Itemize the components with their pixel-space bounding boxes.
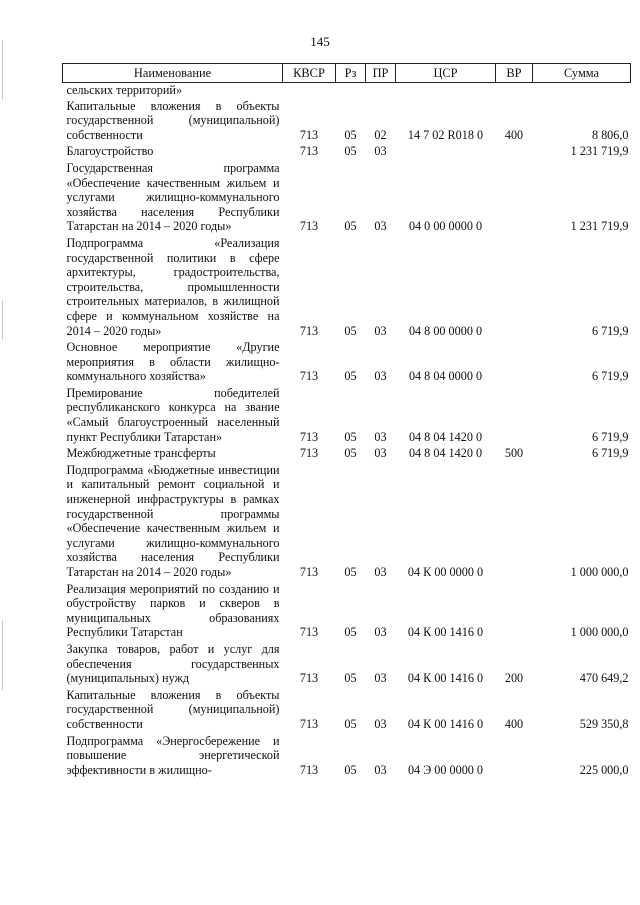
scan-edge-mark [2, 620, 3, 690]
row-kvsr: 713 [299, 323, 319, 338]
row-pr: 03 [374, 716, 387, 731]
table-row [63, 463, 631, 582]
row-sum: 1 231 719,9 [570, 144, 629, 159]
row-name: Подпрограмма «Реализация государственной политики в сфере архитектуры, градостроительства, строительства, промышленности строительных материалов, в жилищной сфере и коммунальном хозяйстве на 2014 – 2020 годы» [66, 235, 280, 338]
row-name: Подпрограмма «Энергосбережение и повышение энергетической эффективности в жилищно- [66, 733, 280, 777]
row-csr: 04 К 00 1416 0 [407, 671, 484, 686]
row-csr [396, 83, 496, 99]
row-rz: 05 [344, 127, 357, 142]
row-rz: 05 [344, 219, 357, 234]
row-name: Капитальные вложения в объекты государственной (муниципальной) собственности [66, 687, 280, 731]
row-rz: 05 [344, 671, 357, 686]
table-header-row [63, 64, 631, 83]
row-vr [496, 144, 533, 161]
row-vr [496, 236, 533, 340]
row-kvsr: 713 [299, 446, 319, 461]
row-name: Подпрограмма «Бюджетные инвестиции и капитальный ремонт социальной и инженерной инфраструктуры в рамках государственной программы «Обеспечение качественным жильем и услугами жилищно-коммунального хозяйства населения Республики Татарстан на 2014 – 2020 годы» [66, 462, 280, 579]
table-row [63, 734, 631, 780]
row-sum: 6 719,9 [591, 369, 629, 384]
row-vr [496, 463, 533, 582]
row-name: Межбюджетные трансферты [66, 446, 216, 461]
row-pr: 03 [374, 219, 387, 234]
row-csr: 04 8 04 1420 0 [408, 446, 483, 461]
row-name: Реализация мероприятий по созданию и обустройству парков и скверов в муниципальных образованиях Республики Татарстан [66, 581, 280, 640]
budget-table [62, 63, 631, 779]
row-name: Благоустройство [66, 144, 154, 159]
row-csr [396, 144, 496, 161]
table-row [63, 340, 631, 386]
column-header-csr: ЦСР [396, 64, 496, 83]
table-row [63, 83, 631, 99]
row-pr: 03 [374, 565, 387, 579]
table-row [63, 582, 631, 642]
table-row [63, 161, 631, 236]
row-sum: 225 000,0 [579, 762, 629, 777]
row-rz: 05 [344, 446, 357, 461]
row-name: Закупка товаров, работ и услуг для обеспечения государственных (муниципальных) нужд [66, 641, 280, 686]
row-sum: 6 719,9 [591, 323, 629, 338]
row-rz: 05 [344, 716, 357, 731]
row-rz: 05 [344, 565, 357, 579]
row-rz: 05 [344, 762, 357, 777]
column-header-vr: ВР [496, 64, 533, 83]
row-pr: 02 [374, 127, 387, 142]
row-sum: 1 000 000,0 [570, 565, 629, 579]
row-rz: 05 [344, 144, 357, 159]
row-vr: 200 [504, 671, 524, 686]
row-vr: 500 [504, 446, 524, 461]
row-kvsr: 713 [299, 716, 319, 731]
row-kvsr: 713 [299, 625, 319, 640]
row-rz [336, 83, 366, 99]
row-rz: 05 [344, 323, 357, 338]
row-kvsr: 713 [299, 671, 319, 686]
row-rz: 05 [344, 369, 357, 384]
row-kvsr: 713 [299, 144, 319, 159]
row-pr: 03 [374, 369, 387, 384]
row-pr: 03 [374, 144, 387, 159]
row-rz: 05 [344, 429, 357, 444]
row-vr: 400 [504, 716, 524, 731]
row-name: Основное мероприятие «Другие мероприятия в области жилищно-коммунального хозяйства» [66, 340, 280, 384]
table-row [63, 99, 631, 145]
scan-edge-mark [2, 40, 3, 100]
row-kvsr [283, 83, 336, 99]
row-pr: 03 [374, 762, 387, 777]
row-pr: 03 [374, 446, 387, 461]
row-vr [496, 386, 533, 446]
row-name: Капитальные вложения в объекты государственной (муниципальной) собственности [66, 98, 280, 142]
row-pr: 03 [374, 323, 387, 338]
page-number: 145 [310, 34, 330, 49]
row-csr: 04 К 00 1416 0 [407, 716, 484, 731]
row-sum: 6 719,9 [591, 446, 629, 461]
row-csr: 04 8 04 0000 0 [408, 369, 483, 384]
row-rz: 05 [344, 625, 357, 640]
row-pr: 03 [374, 625, 387, 640]
row-name: Государственная программа «Обеспечение качественным жильем и услугами жилищно-коммунального хозяйства населения Республики Татарстан на 2014 – 2020 годы» [66, 160, 280, 234]
table-row [63, 446, 631, 463]
row-csr: 04 Э 00 0000 0 [407, 762, 484, 777]
row-kvsr: 713 [299, 369, 319, 384]
row-sum [533, 83, 631, 99]
row-sum: 1 000 000,0 [570, 625, 629, 640]
row-name: сельских территорий» [66, 83, 183, 97]
row-vr [496, 161, 533, 236]
row-sum: 1 231 719,9 [570, 219, 629, 234]
row-kvsr: 713 [299, 127, 319, 142]
row-csr: 04 8 00 0000 0 [408, 323, 483, 338]
column-header-rz: Рз [336, 64, 366, 83]
row-csr: 14 7 02 R018 0 [407, 127, 484, 142]
row-csr: 04 8 04 1420 0 [408, 429, 483, 444]
table-row [63, 236, 631, 340]
table-row [63, 144, 631, 161]
column-header-pr: ПР [366, 64, 396, 83]
row-csr: 04 К 00 0000 0 [407, 565, 484, 579]
row-csr: 04 0 00 0000 0 [408, 219, 483, 234]
row-vr [496, 734, 533, 780]
row-pr: 03 [374, 671, 387, 686]
row-sum: 529 350,8 [579, 716, 629, 731]
row-sum: 470 649,2 [579, 671, 629, 686]
row-csr: 04 К 00 1416 0 [407, 625, 484, 640]
row-kvsr: 713 [299, 762, 319, 777]
column-header-sum: Сумма [533, 64, 631, 83]
row-kvsr: 713 [299, 565, 319, 579]
row-sum: 6 719,9 [591, 429, 629, 444]
row-sum: 8 806,0 [591, 127, 629, 142]
row-vr: 400 [504, 127, 524, 142]
row-pr: 03 [374, 429, 387, 444]
table-row [63, 386, 631, 446]
column-header-kvsr: КВСР [283, 64, 336, 83]
row-kvsr: 713 [299, 429, 319, 444]
row-name: Премирование победителей республиканского конкурса на звание «Самый благоустроенный населенный пункт Республики Татарстан» [66, 385, 280, 444]
table-row [63, 688, 631, 734]
table-row [63, 642, 631, 688]
row-kvsr: 713 [299, 219, 319, 234]
row-pr [366, 83, 396, 99]
row-vr [496, 582, 533, 642]
column-header-name: Наименование [63, 64, 283, 83]
row-vr [496, 340, 533, 386]
row-vr [496, 83, 533, 99]
scan-edge-mark [2, 300, 3, 340]
